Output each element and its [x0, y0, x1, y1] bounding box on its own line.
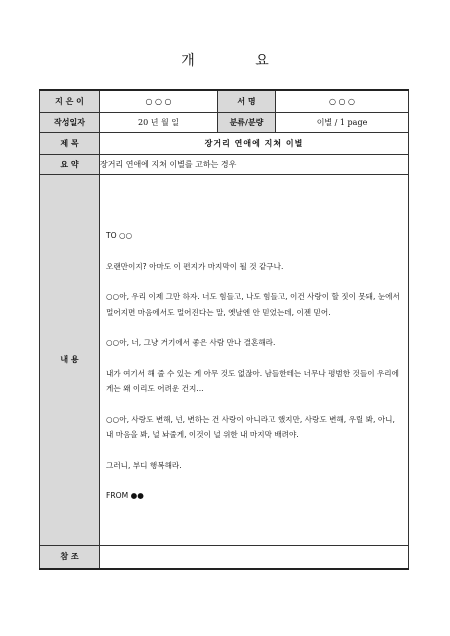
date-label: 작성일자	[40, 112, 100, 132]
letter-paragraph-4: 내가 여기서 해 줄 수 있는 게 아무 것도 없잖아. 남들한테는 너무나 평범한 것들이 우리에게는 왜 이리도 어려운 건지...	[106, 368, 399, 394]
author-field[interactable]: ○ ○ ○	[100, 90, 218, 112]
reference-label: 참 조	[40, 545, 100, 569]
overview-form	[39, 89, 409, 570]
content-field[interactable]	[100, 174, 409, 545]
letter-body	[100, 200, 408, 504]
content-label: 내 용	[40, 174, 100, 545]
author-label: 지 은 이	[40, 90, 100, 112]
category-label: 분류/분량	[218, 112, 276, 132]
subject-field[interactable]: 장거리 연애에 지쳐 이별	[100, 132, 409, 154]
page-title: 개 요	[181, 53, 297, 69]
date-field[interactable]: 20 년 월 일	[100, 112, 218, 132]
letter-greeting: TO ○○	[106, 231, 133, 241]
letter-paragraph-1: 오랜만이지? 아마도 이 편지가 마지막이 될 것 같구나.	[106, 261, 284, 271]
letter-paragraph-2: ○○아, 우리 이제 그만 하자. 너도 힘들고, 나도 힘들고, 이건 사랑이 할 짓이 못돼, 눈에서 멀어지면 마음에서도 멀어진다는 말, 옛날엔 안 믿었는데, 이젠 믿어.	[106, 292, 400, 317]
signature-field[interactable]: ○ ○ ○	[276, 90, 409, 112]
signature-label: 서 명	[218, 90, 276, 112]
letter-closing: FROM ●●	[106, 491, 144, 501]
summary-label: 요 약	[40, 154, 100, 174]
summary-field[interactable]: 장거리 연애에 지쳐 이별를 고하는 경우	[100, 154, 409, 174]
letter-paragraph-3: ○○아, 너, 그냥 거기에서 좋은 사람 만나 결혼해라.	[106, 338, 276, 348]
reference-field[interactable]	[100, 545, 409, 569]
subject-label: 제 목	[40, 132, 100, 154]
category-field[interactable]: 이별 / 1 page	[276, 112, 409, 132]
letter-paragraph-5: ○○아, 사랑도 변해, 넌, 변하는 건 사랑이 아니라고 했지만, 사랑도 변해, 우릴 봐, 아니, 내 마음을 봐, 널 놔줄게, 이것이 널 위한 내 마지막 배려야.	[106, 414, 395, 440]
letter-paragraph-6: 그러니, 부디 행복해라.	[106, 460, 182, 470]
